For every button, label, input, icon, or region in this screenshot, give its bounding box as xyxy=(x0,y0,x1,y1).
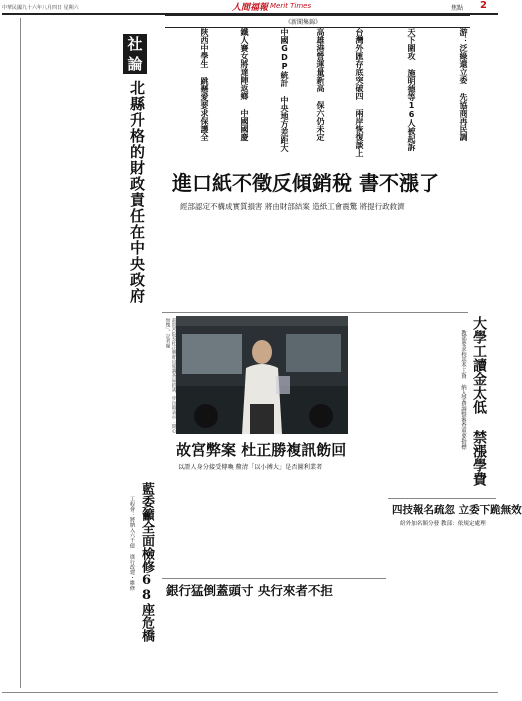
lead-subhead: 經部認定不構成實質損害 將由財部結案 造紙工會震驚 將提行政救濟 xyxy=(180,202,405,211)
page-number: 2 xyxy=(480,0,487,11)
tuition-subhead: 教部要求校基本工資 納入學費調整審查重要指標 xyxy=(460,330,466,450)
divider xyxy=(388,498,496,499)
brief-headline: 中國GDP統計 中央地方差距大 xyxy=(280,28,289,152)
divider xyxy=(162,578,386,579)
footer-rule xyxy=(2,692,498,693)
bridge-subhead: 工程會：將納入六千億 進行改建・維修 xyxy=(129,496,135,591)
museum-headline: 故宮弊案 杜正勝複訊飭回 xyxy=(176,441,347,459)
tuition-story-body xyxy=(390,316,456,496)
brief-body xyxy=(290,28,313,168)
editorial-badge-char-2: 論 xyxy=(127,55,143,73)
editorial-title: 北縣升格的財政責任在中央政府 xyxy=(128,80,146,304)
editorial-badge xyxy=(123,34,147,74)
museum-story-body xyxy=(164,474,386,574)
bank-headline: 銀行猛倒蓋頭寸 央行來者不拒 xyxy=(166,583,333,598)
bridge-headline: 藍委籲全面檢修68座危橋 xyxy=(139,482,154,642)
bank-story-body xyxy=(164,602,386,688)
briefs-header xyxy=(165,15,470,28)
divider xyxy=(20,18,21,688)
editorial-body-left xyxy=(2,18,19,688)
briefs-columns xyxy=(165,28,470,173)
logo: 人間福報 xyxy=(232,3,269,13)
section-label: 焦點 xyxy=(451,5,464,12)
lead-headline: 進口紙不徵反傾銷稅 書不漲了 xyxy=(172,171,439,195)
divider xyxy=(162,312,468,313)
date-line: 中華民國九十六年八月四日 星期六 xyxy=(2,5,79,11)
exam-story-body xyxy=(390,528,496,688)
brief-headline: 台灣外匯存底突破四 兩岸恢復談上 xyxy=(355,28,364,157)
masthead xyxy=(0,0,500,14)
lead-story-body xyxy=(166,215,466,307)
museum-subhead: 以證人身分接受傳喚 釐清「以小搏大」是否圖利業者 xyxy=(178,464,323,471)
tuition-headline: 大學工讀金太低 禁漲學費 xyxy=(471,316,487,486)
brief-body xyxy=(366,28,404,168)
brief-body xyxy=(165,28,197,168)
lead-story-right-col xyxy=(470,170,496,330)
brief-headline: 天下圍攻 施明德等16人被起訴 xyxy=(407,28,416,151)
brief-body xyxy=(251,28,277,168)
right-margin-column xyxy=(472,18,496,168)
editorial-badge-char-1: 社 xyxy=(127,35,143,53)
briefs-section-title: 《新聞集錦》 xyxy=(285,19,322,26)
edition-name: Merit Times xyxy=(270,2,312,10)
brief-body xyxy=(211,28,237,168)
brief-headline: 高雄港營運量新高 保六仍未定 xyxy=(316,28,325,141)
brief-headline: 游：泛綠還立委 先協商再民調 xyxy=(459,28,468,141)
exam-subhead: 紛外加名額分發 教部：依規定處理 xyxy=(400,521,486,527)
brief-body xyxy=(418,28,456,168)
photo-caption: 前故宮院長杜正勝昨出席調查局約談，步出時表示「問心無愧」。記者攝 xyxy=(165,318,176,433)
brief-body xyxy=(327,28,352,168)
news-photo xyxy=(176,316,348,434)
brief-headline: 陝西中學生 跳懸愛要求保護全 xyxy=(200,28,209,141)
van-and-person-illustration xyxy=(176,316,348,434)
exam-headline: 四技報名疏忽 立委下跪無效 xyxy=(392,504,522,516)
photo-side-text xyxy=(352,316,386,434)
brief-headline: 鐵人賽女將達陣返鄉 中國國慶 xyxy=(240,28,249,141)
editorial-body xyxy=(24,18,120,473)
